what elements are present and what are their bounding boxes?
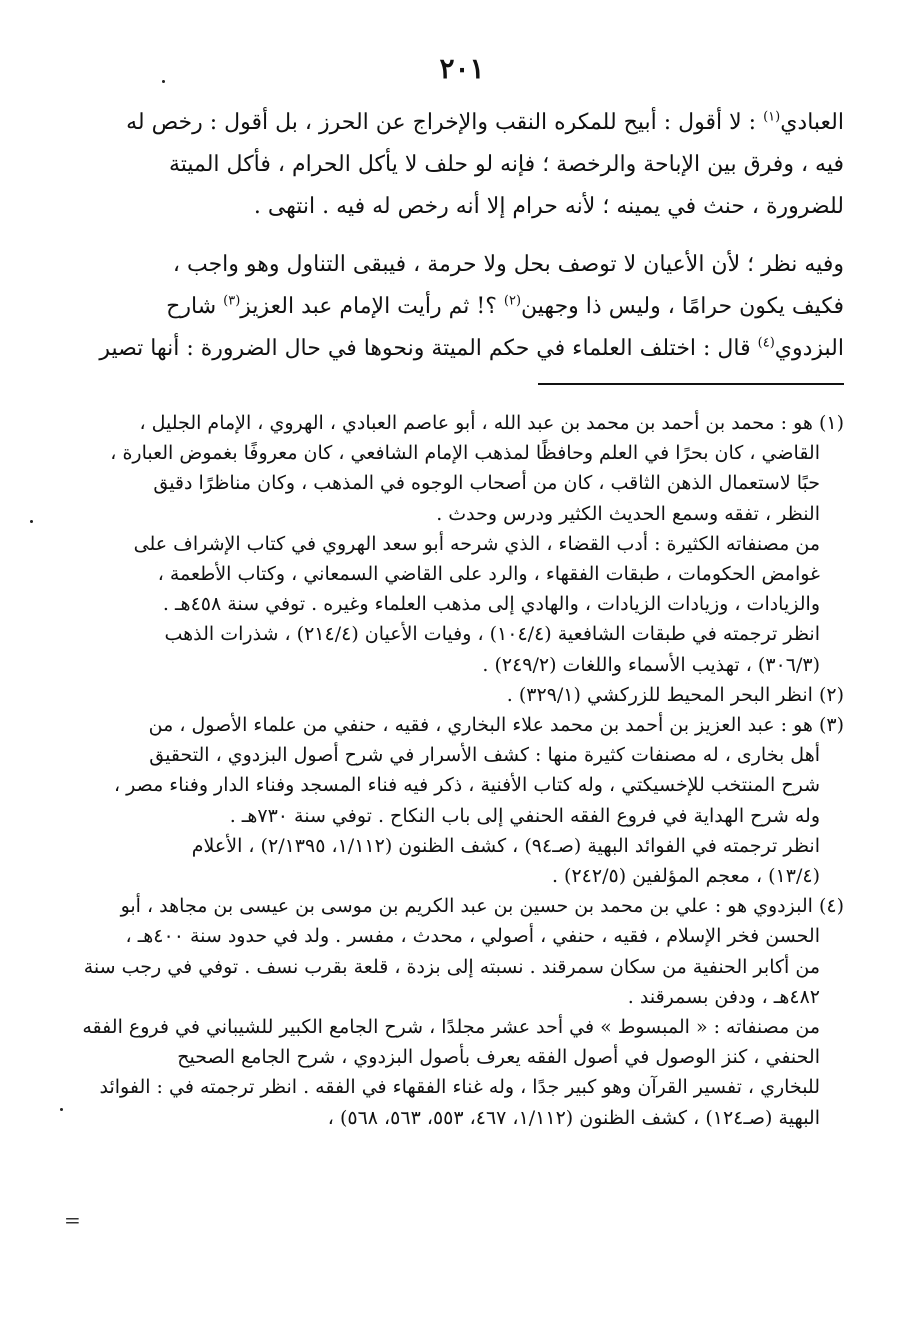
scan-speck <box>162 80 165 83</box>
footnote-line: (٤)البزدوي هو : علي بن محمد بن حسين بن عبد الكريم بن موسى بن عيسى بن مجاهد ، أبو <box>120 895 844 918</box>
continuation-mark: = <box>64 1208 81 1232</box>
footnote-line: من أكابر الحنفية من سكان سمرقند . نسبته إلى بزدة ، قلعة بقرب نسف . توفي في رجب سنة <box>83 955 820 978</box>
footnote-number: (١) <box>818 412 844 434</box>
footnote-line: شرح المنتخب للإخسيكتي ، وله كتاب الأفنية ، ذكر فيه فناء المسجد وفناء الدار وفناء مصر ، <box>113 774 820 797</box>
footnote-line: للبخاري ، تفسير القرآن وهو كبير جدًا ، وله غناء الفقهاء في الفقه . انظر ترجمته في : الفوائد <box>99 1076 820 1099</box>
footnote-line: ٤٨٢هـ ، ودفن بسمرقند . <box>627 985 820 1008</box>
footnote-2 <box>70 680 844 710</box>
footnote-line: انظر ترجمته في الفوائد البهية (صـ٩٤) ، كشف الظنون (١/١١٢، ٢/١٣٩٥) ، الأعلام <box>191 834 820 857</box>
body-paragraph <box>70 244 844 370</box>
body-line: فكيف يكون حرامًا ، وليس ذا وجهين$^{(٢)}$ ؟! ثم رأيت الإمام عبد العزيز$^{(٣)}$ شارح <box>166 293 844 319</box>
footnote-line: انظر ترجمته في طبقات الشافعية (١٠٤/٤) ، وفيات الأعيان (٢١٤/٤) ، شذرات الذهب <box>164 623 820 646</box>
body-line: للضرورة ، حنث في يمينه ؛ لأنه حرام إلا أنه رخص له فيه . انتهى . <box>253 194 844 219</box>
footnote-3 <box>70 710 844 891</box>
footnote-line: (٣٠٦/٣) ، تهذيب الأسماء واللغات (٢٤٩/٢) . <box>482 653 820 676</box>
footnote-line: (١)هو : محمد بن أحمد بن محمد بن عبد الله ، أبو عاصم العبادي ، الهروي ، الإمام الجليل ، <box>139 412 844 434</box>
footnotes <box>70 408 844 1133</box>
body-line: فيه ، وفرق بين الإباحة والرخصة ؛ فإنه لو حلف لا يأكل الحرام ، فأكل الميتة <box>168 152 844 177</box>
scan-speck <box>60 1108 63 1111</box>
footnote-line: القاضي ، كان بحرًا في العلم وحافظًا لمذهب الإمام الشافعي ، كان معروفًا بغموض العبارة ، <box>110 442 820 465</box>
body-paragraph <box>70 102 844 228</box>
footnote-line: وله شرح الهداية في فروع الفقه الحنفي إلى باب النكاح . توفي سنة ٧٣٠هـ . <box>229 804 820 827</box>
footnote-1 <box>70 408 844 680</box>
scan-speck <box>30 520 33 523</box>
footnote-line: من مصنفاته : « المبسوط » في أحد عشر مجلدًا ، شرح الجامع الكبير للشيباني في فروع الفقه <box>82 1016 820 1039</box>
main-text <box>70 102 844 370</box>
body-line: البزدوي$^{(٤)}$ قال : اختلف العلماء في حكم الميتة ونحوها في حال الضرورة : أنها تصير <box>99 335 844 361</box>
footnote-ref[interactable]: (١) <box>763 109 781 125</box>
footnote-line: (١٣/٤) ، معجم المؤلفين (٢٤٢/٥) . <box>551 865 820 888</box>
footnote-4 <box>70 891 844 1133</box>
footnote-number: (٢) <box>818 683 844 706</box>
footnote-ref[interactable]: (٣) <box>223 293 241 309</box>
footnote-ref[interactable]: (٢) <box>503 293 522 309</box>
footnote-ref[interactable]: (٤) <box>757 335 775 351</box>
footnote-line: (٢)انظر البحر المحيط للزركشي (٣٢٩/١) . <box>506 683 844 706</box>
footnote-separator <box>538 383 844 385</box>
footnote-line: (٣)هو : عبد العزيز بن أحمد بن محمد علاء البخاري ، فقيه ، حنفي من علماء الأصول ، من <box>148 714 844 737</box>
page-number: ٢٠١ <box>439 52 485 85</box>
footnote-number: (٣) <box>818 714 844 737</box>
footnote-line: من مصنفاته الكثيرة : أدب القضاء ، الذي شرحه أبو سعد الهروي في كتاب الإشراف على <box>133 532 820 555</box>
footnote-line: النظر ، تفقه وسمع الحديث الكثير ودرس وحدث . <box>436 502 820 525</box>
footnote-line: غوامض الحكومات ، طبقات الفقهاء ، والرد على القاضي السمعاني ، وكتاب الأطعمة ، <box>157 563 820 586</box>
footnote-line: والزيادات ، وزيادات الزيادات ، والهادي إلى مذهب العلماء وغيره . توفي سنة ٤٥٨هـ . <box>162 593 820 616</box>
footnote-line: البهية (صـ١٢٤) ، كشف الظنون (١/١١٢، ٤٦٧، ٥٥٣، ٥٦٣، ٥٦٨) ، <box>327 1106 820 1129</box>
body-line: وفيه نظر ؛ لأن الأعيان لا توصف بحل ولا حرمة ، فيبقى التناول وهو واجب ، <box>172 252 844 277</box>
footnote-line: حبًا لاستعمال الذهن الثاقب ، كان من أصحاب الوجوه في المذهب ، وكان مناظرًا دقيق <box>153 472 820 495</box>
body-line: العبادي$^{(١)}$ : لا أقول : أبيح للمكره النقب والإخراج عن الحرز ، بل أقول : رخص له <box>126 109 844 135</box>
footnote-line: الحنفي ، كنز الوصول في أصول الفقه يعرف بأصول البزدوي ، شرح الجامع الصحيح <box>177 1046 820 1069</box>
footnote-number: (٤) <box>818 895 844 918</box>
footnote-line: أهل بخارى ، له مصنفات كثيرة منها : كشف الأسرار في شرح أصول البزدوي ، التحقيق <box>149 744 820 767</box>
footnote-line: الحسن فخر الإسلام ، فقيه ، حنفي ، أصولي ، محدث ، مفسر . ولد في حدود سنة ٤٠٠هـ ، <box>125 925 820 948</box>
